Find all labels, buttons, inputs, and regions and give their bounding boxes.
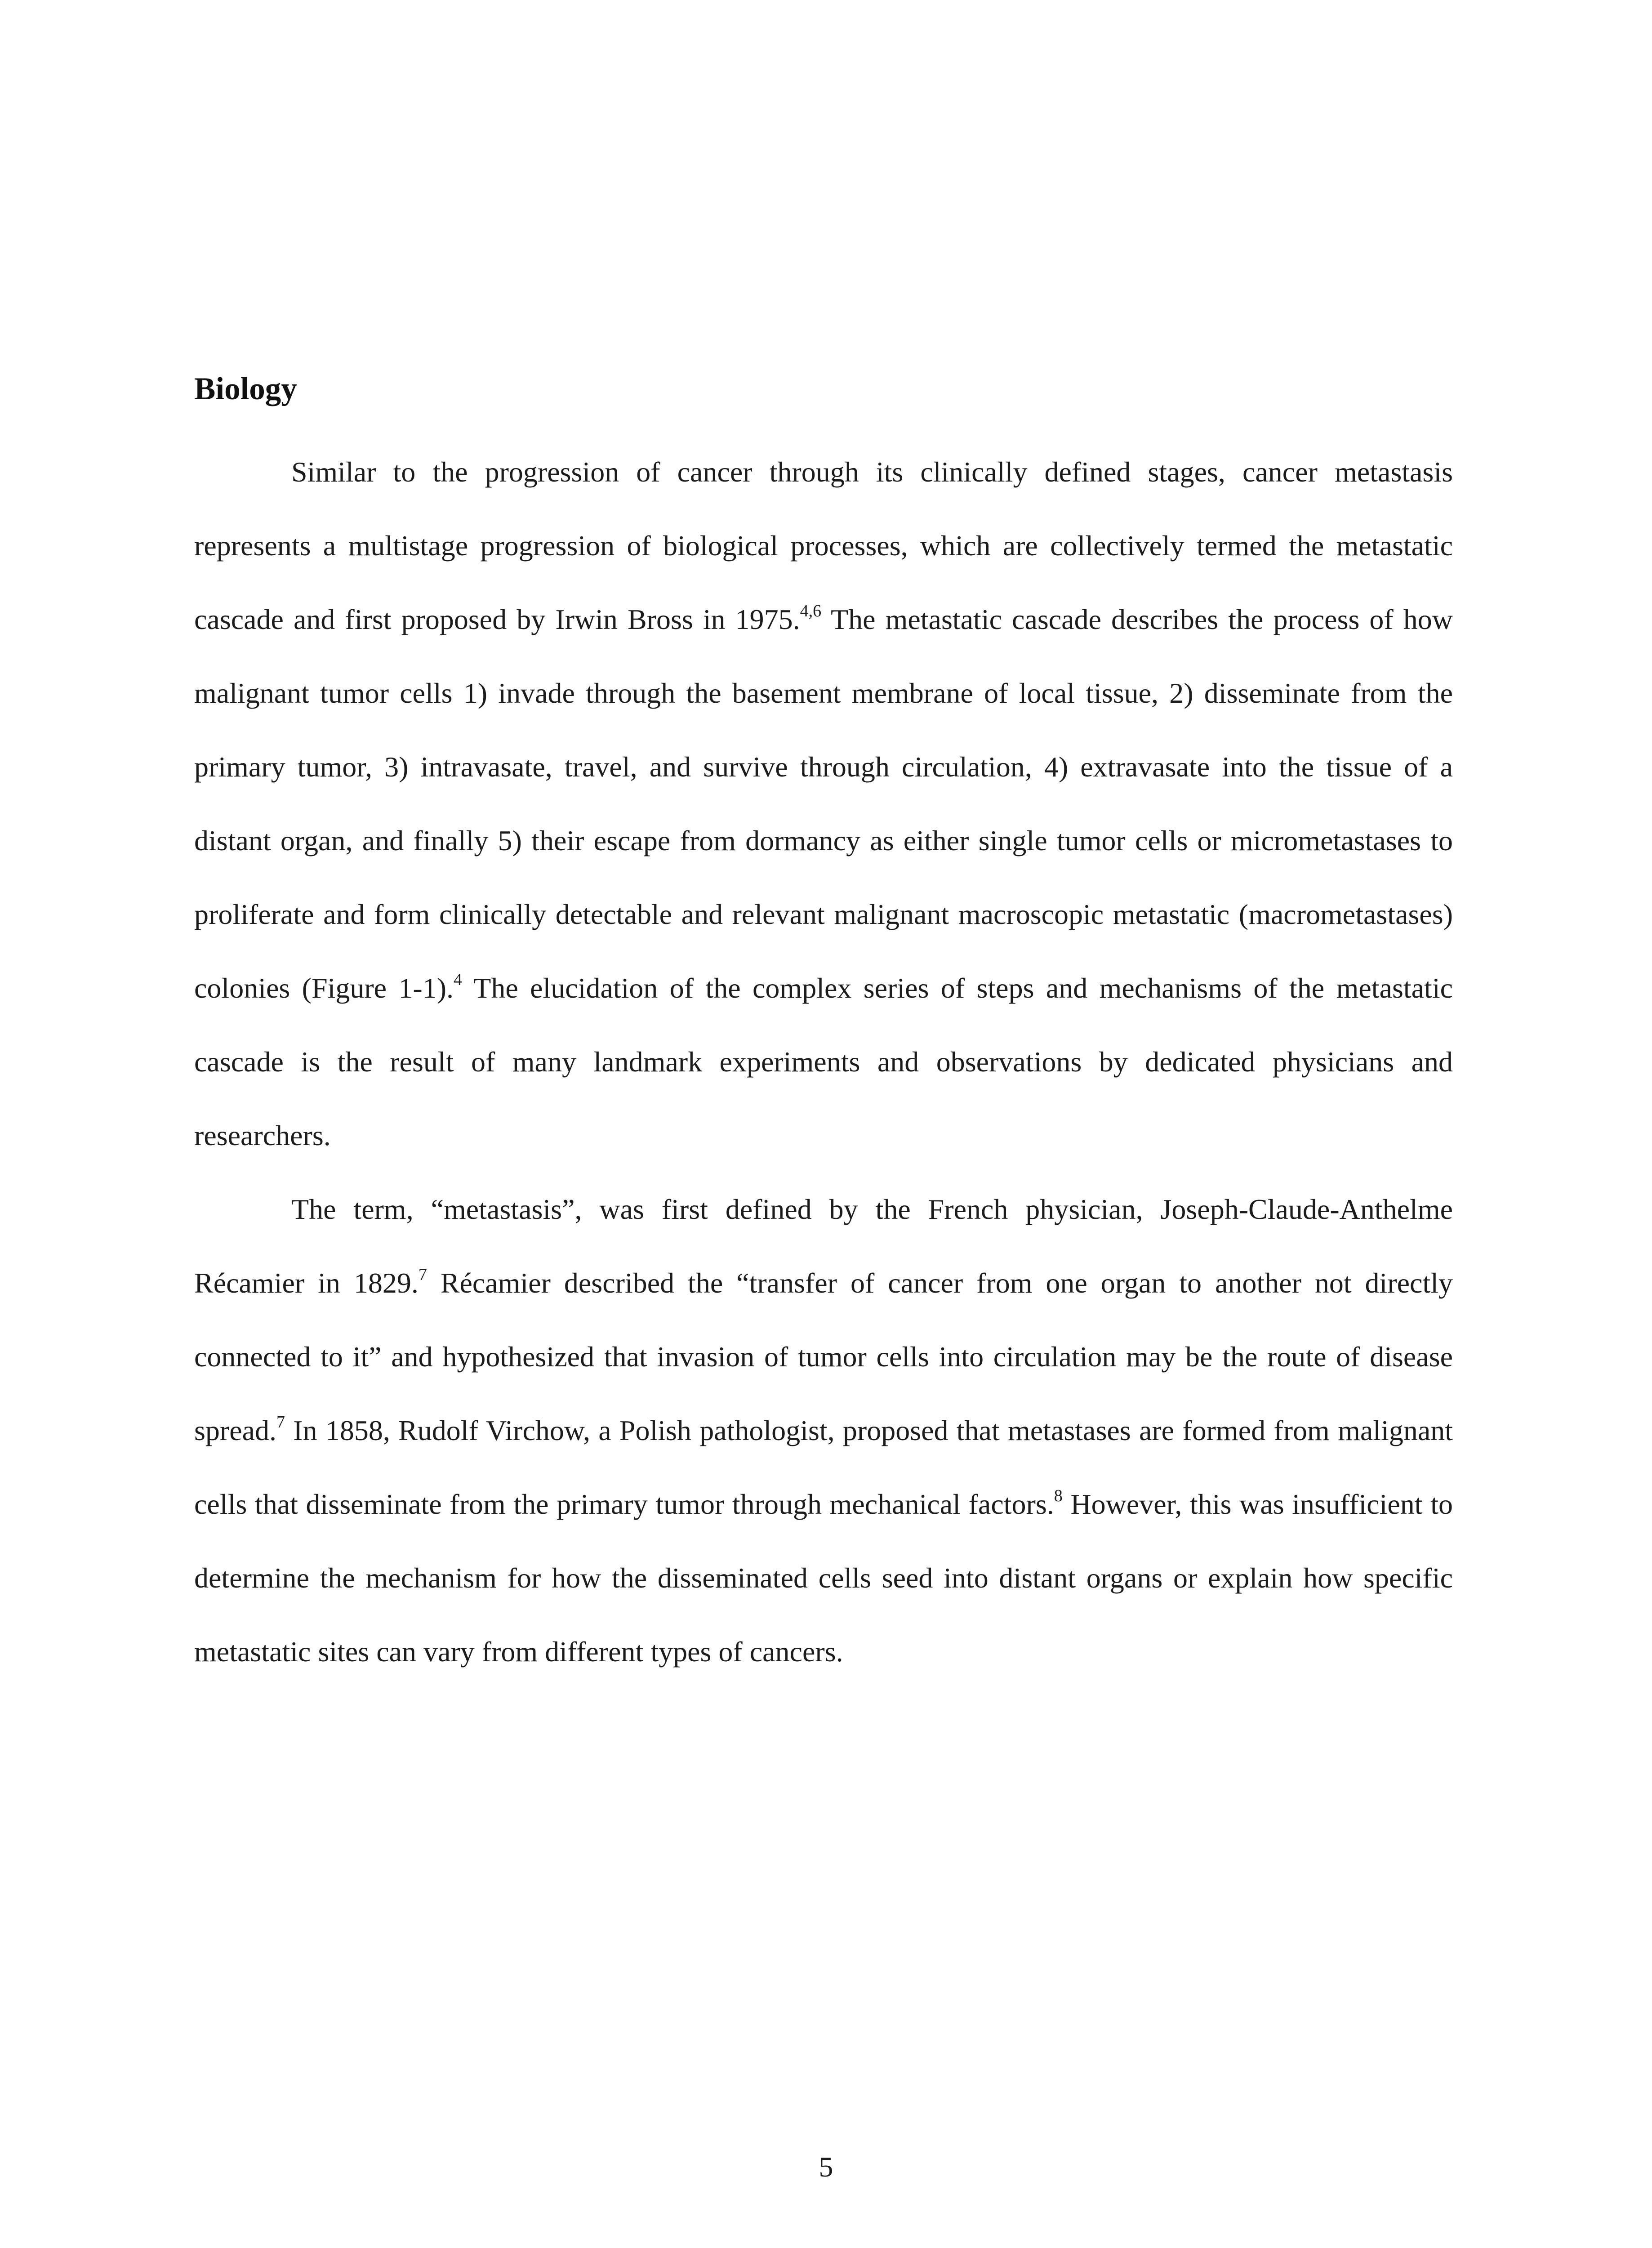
- paragraph-text: Similar to the progression of cancer through its clinically defined stages, cancer metastasis represents a multistage progression of biological processes, which are collectively termed the metastatic cascade and first proposed by Irwin Bross in 1975.: [194, 456, 1453, 635]
- page-number: 5: [819, 2151, 833, 2183]
- paragraph-text: The term, “metastasis”, was first defined by the French physician, Joseph-Claude-Anthelme Récamier in 1829.: [194, 1193, 1453, 1299]
- citation-superscript: 4: [454, 970, 463, 989]
- citation-superscript: 7: [418, 1265, 427, 1284]
- paragraph-text: Récamier described the “transfer of cancer from one organ to another not directly connected to it” and hypothesized that invasion of tumor cells into circulation may be the route of disease spread.: [194, 1267, 1453, 1446]
- paragraph-text: The metastatic cascade describes the process of how malignant tumor cells 1) invade through the basement membrane of local tissue, 2) disseminate from the primary tumor, 3) intravasate, travel, and survive through circulation, 4) extravasate into the tissue of a distant organ, and finally 5) their escape from dormancy as either single tumor cells or micrometastases to proliferate and form clinically detectable and relevant malignant macroscopic metastatic (macrometastases) colonies (Figure 1-1).: [194, 603, 1453, 1004]
- citation-superscript: 7: [276, 1413, 285, 1432]
- citation-superscript: 4,6: [800, 602, 822, 620]
- paragraph-text: The elucidation of the complex series of steps and mechanisms of the metastatic cascade is the result of many landmark experiments and observations by dedicated physicians and researchers.: [194, 972, 1453, 1151]
- body-paragraph-2: [194, 1173, 1453, 1689]
- section-heading: Biology: [194, 371, 297, 406]
- paragraph-text: In 1858, Rudolf Virchow, a Polish pathologist, proposed that metastases are formed from malignant cells that disseminate from the primary tumor through mechanical factors.: [194, 1414, 1453, 1520]
- body-paragraph-1: [194, 435, 1453, 1173]
- paragraph-text: However, this was insufficient to determine the mechanism for how the disseminated cells seed into distant organs or explain how specific metastatic sites can vary from different types of cancers.: [194, 1488, 1453, 1668]
- citation-superscript: 8: [1054, 1486, 1063, 1505]
